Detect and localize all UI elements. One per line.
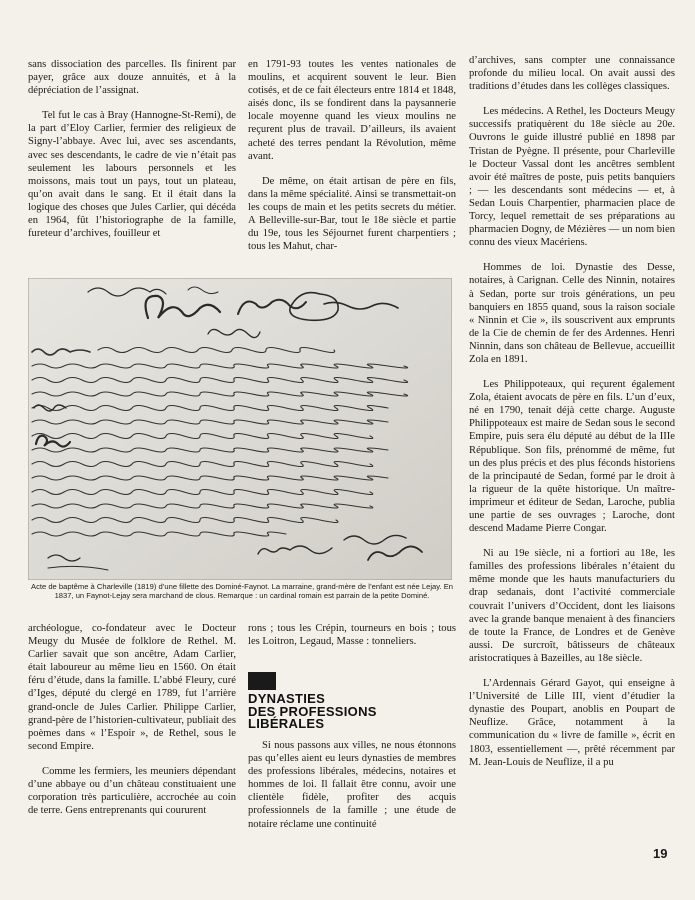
column-2-bottom xyxy=(248,622,456,660)
column-2-after-heading xyxy=(248,739,456,843)
heading-line: DYNASTIES xyxy=(248,691,326,706)
paragraph: Hommes de loi. Dynastie des Desse, notaires, à Carignan. Celle des Ninnin, notaires à Sedan, porte sur trois générations, un peu banquiers en 1855 quand, sous la raison sociale « Ninnin et Cie », ils souscrivent aux emprunts de la Cie de chemin de fer des Ardennes. Henri Ninnin, dans son château de Bellevue, accueillit Zola en 1891. xyxy=(469,262,675,365)
column-1-bottom xyxy=(28,622,236,829)
paragraph: sans dissociation des parcelles. Ils finirent par payer, grâce aux douze annuités, et à la dépréciation de l’assignat. xyxy=(28,59,236,97)
column-2-top xyxy=(248,58,456,265)
heading-line: LIBÉRALES xyxy=(248,716,325,732)
column-1-top xyxy=(28,58,236,252)
paragraph: Comme les fermiers, les meuniers dépendant d’une abbaye ou d’un château constituaient une corporation très particulière, accrochée au coin de terre. Gens entreprenants qui coururent xyxy=(28,765,236,817)
paragraph: rons ; tous les Crépin, tourneurs en bois ; tous les Loitron, Legaud, Masse : tonneliers. xyxy=(248,623,456,648)
heading-line: DES PROFESSIONS xyxy=(248,703,377,719)
paragraph: archéologue, co-fondateur avec le Docteur Meugy du Musée de folklore de Rethel. M. Carlier savait que son ancêtre, Adam Carlier, était laboureur au même lieu en 1560. On était féru d’étude, dans la famille. L’abbé Fleury, curé d’Iges, député du clergé en 1789, fut l’arrière grand-oncle de Jules Carlier. Philippe Carlier, grand-père de l’historien-cultivateur, publiait des poèmes dans « l’Espoir », de Rethel, sous le second Empire. xyxy=(28,623,236,752)
page-number: 19 xyxy=(653,846,668,861)
section-heading xyxy=(248,693,456,731)
paragraph: Les Philippoteaux, qui reçurent également Zola, étaient avocats de père en fils. L’un d’eux, né en 1790, tenait déjà cette charge. Auguste Philippoteaux est maire de Sedan sous le second Empire, puis sera élu député au début de la IIIe République. Son fils, prénommé de même, fut un des plus précis et des plus féconds historiens de la principauté de Sedan, formé par le droit à la rigueur de la quête historique. Un maître-imprimeur et éditeur de Sedan, Laroche, publia une partie de ses ouvrages ; Laroche, dont descend Madame Pierre Congar. xyxy=(469,379,675,535)
paragraph: Si nous passons aux villes, ne nous étonnons pas qu’elles aient eu leurs dynasties de membres des professions libérales, médecins, notaires et hommes de loi. Il fallait être connu, avoir une clientèle fidèle, profiter des acquis professionnels de la famille ; une étude de notaire réclame une continuité xyxy=(248,740,456,830)
paragraph: en 1791-93 toutes les ventes nationales de moulins, et acquirent souvent le leur. Bien cotisés, et de ce fait électeurs entre 1814 et 1848, aisés donc, ils se fondirent dans la paysannerie locale moyenne quand les vieux moulins ne reçurent plus de travail. D’ailleurs, ils avaient acheté des terres pendant la Révolution, même avant. xyxy=(248,59,456,162)
manuscript-photo xyxy=(28,278,452,580)
paragraph: d’archives, sans compter une connaissance profonde du milieu local. On avait aussi des traditions d’études dans les collèges classiques. xyxy=(469,55,675,93)
photo-caption: Acte de baptême à Charleville (1819) d’une fillette des Dominé-Faynot. La marraine, grand-mère de l’enfant est née Lejay. En 1837, un Faynot-Lejay sera marchand de clous. Remarque : un cardinal romain est parrain de la petite Dominé. xyxy=(31,582,453,601)
column-3 xyxy=(469,54,675,781)
paragraph: Tel fut le cas à Bray (Hannogne-St-Remi), de la part d’Eloy Carlier, fermier des religieux de Signy-l’abbaye. Avec lui, avec ses ascendants, avec ses descendants, le cadre de vie n’était pas seulement les labours personnels et les moissons, mais tout un pays, tout un plateau, qu’on avait dans le sang. Et il était dans la logique des choses que Jules Carlier, qui décéda en 1964, fût l’historiographe de la famille, fureteur d’archives, fouilleur et xyxy=(28,110,236,240)
heading-rule xyxy=(248,672,276,690)
paragraph: De même, on était artisan de père en fils, dans la même spécialité. Ainsi se transmettait-on les coups de main et les petits secrets du métier. A Belleville-sur-Bar, tout le 18e siècle et partie du 19e, tous les Séjournet furent charpentiers ; tous les Mahut, char- xyxy=(248,175,456,253)
paragraph: Les médecins. A Rethel, les Docteurs Meugy successifs pratiquèrent du 18e siècle au 20e. Ouvrons le guide illustré publié en 1898 par Tristan de Pyègne. Il présente, pour Charleville le Docteur Vassal dont les ancêtres semblent avoir été maîtres de poste, puis petits banquiers ; — les descendants sont médecins — et, à Sedan Louis Charpentier, pharmacien place de Torcy, lequel remettait de ses préparations au pharmacien Dogny, de Mézières — un nom bien connu des vieux Macériens. xyxy=(469,106,675,249)
paragraph: Ni au 19e siècle, ni a fortiori au 18e, les familles des professions libérales n’étaient du même monde que les hauts manufacturiers du drap sedanais, dont l’activité commerciale couvrait l’univers d’Occident, dont les liaisons avec la grande banque menaient à des financiers de toute la France, de Londres et de Genève aussi. De surcroît, bâtisseurs de châteaux aristocratiques à Bazeilles, au 18e siècle. xyxy=(469,548,675,664)
paragraph: L’Ardennais Gérard Gayot, qui enseigne à l’Université de Lille III, vient d’étudier la dynastie des Poupart, anoblis en Poupart de Neuflize. Grâce, notamment à la communication du « livre de famille », écrit en 1803, essentiellement —, prêté récemment par M. Jean-Louis de Neuflize, il a pu xyxy=(469,678,675,768)
